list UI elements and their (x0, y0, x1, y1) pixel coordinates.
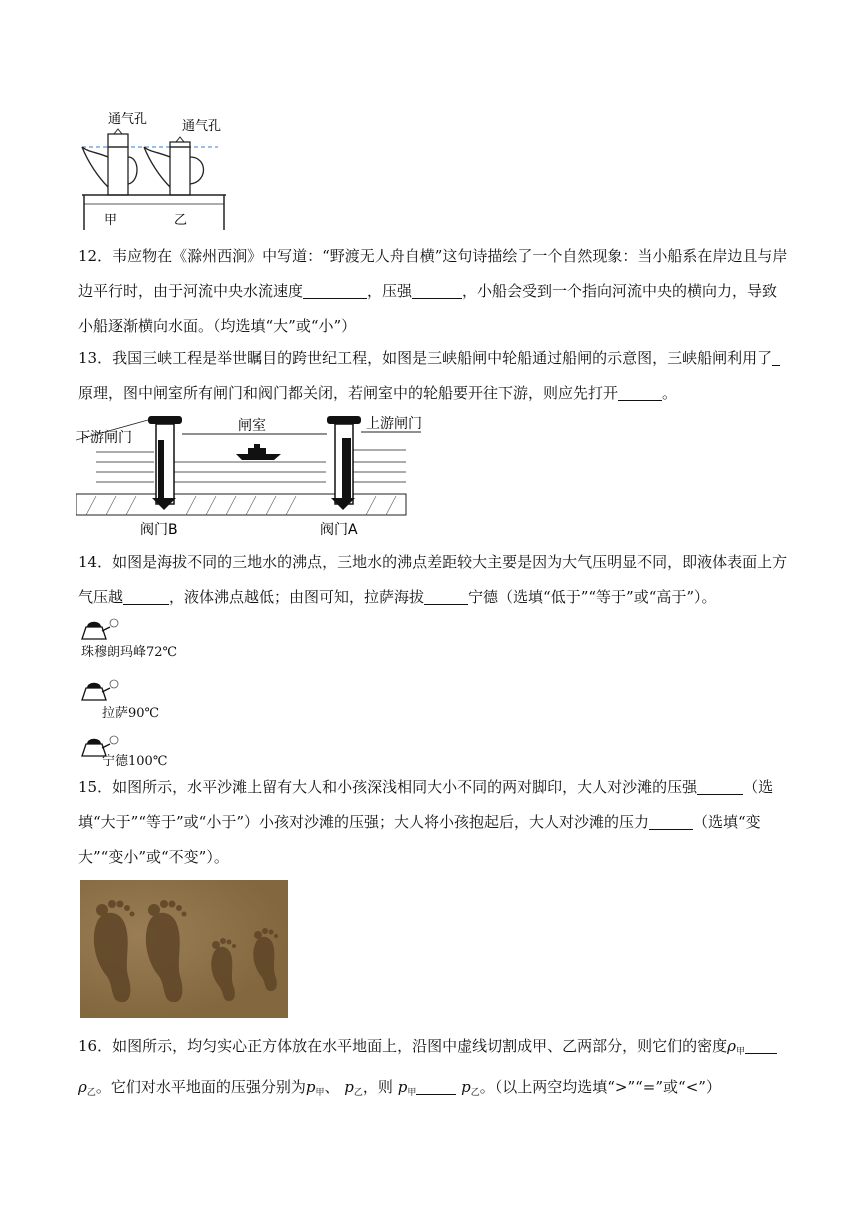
question-number: 16． (78, 1037, 113, 1055)
label-jia: 甲 (104, 213, 118, 228)
question-number: 13． (78, 349, 113, 367)
answer-blank[interactable] (424, 588, 468, 605)
boiling-point-label: 拉萨90℃ (102, 706, 160, 721)
footprints-image (80, 880, 288, 1018)
vent-label-right: 通气孔 (182, 119, 222, 134)
rho-symbol: ρ (727, 1037, 736, 1055)
vent-label-left: 通气孔 (108, 112, 148, 127)
downstream-gate-label: 下游闸门 (76, 430, 132, 446)
label-yi: 乙 (174, 213, 188, 228)
valve-b-label: 阀门B (140, 522, 178, 538)
answer-blank[interactable] (772, 349, 780, 366)
answer-blank[interactable] (649, 813, 693, 830)
question-13: 13．我国三峡工程是举世瞩目的跨世纪工程，如图是三峡船闸中轮船通过船闸的示意图，三峡船闸利用了原理，图中闸室所有闸门和阀门都关闭，若闸室中的轮船要开往下游，则应先打开 。 (78, 341, 788, 411)
boiling-point-label: 珠穆朗玛峰72℃ (81, 645, 178, 660)
answer-blank[interactable] (416, 1078, 456, 1095)
question-number: 12． (78, 247, 113, 265)
valve-a-label: 阀门A (320, 522, 358, 538)
answer-blank[interactable] (697, 778, 743, 795)
kettle-icon (78, 676, 122, 702)
question-12: 12．韦应物在《滁州西涧》中写道：“野渡无人舟自横”这句诗描绘了一个自然现象：当小船系在岸边且与岸边平行时，由于河流中央水流速度 ，压强 ，小船会受到一个指向河流中央的横向力，导致小船逐渐横向水面。（均选填“大”或“小”） (78, 247, 788, 335)
answer-blank[interactable] (123, 588, 169, 605)
boiling-point-item (78, 615, 178, 660)
connected-vessels-figure (78, 112, 238, 232)
rho-symbol: ρ (78, 1078, 87, 1096)
question-15: 15．如图所示，水平沙滩上留有大人和小孩深浅相同大小不同的两对脚印，大人对沙滩的压强 （选填“大于”“等于”或“小于”）小孩对沙滩的压强；大人将小孩抱起后，大人对沙滩的压力 （选填“变大”“变小”或“不变”）。 (78, 778, 774, 866)
upstream-gate-label: 上游闸门 (366, 416, 422, 432)
answer-blank[interactable] (303, 282, 367, 299)
boiling-point-item (78, 732, 168, 769)
question-14: 14．如图是海拔不同的三地水的沸点，三地水的沸点差距较大主要是因为大气压明显不同，即液体表面上方气压越 ，液体沸点越低；由图可知，拉萨海拔 宁德（选填“低于”“等于”或“高于”）。 (78, 553, 788, 606)
footprints-photo (80, 880, 288, 1018)
chamber-label: 闸室 (238, 418, 266, 434)
kettle-icon (78, 615, 122, 641)
answer-blank[interactable] (412, 282, 462, 299)
boiling-point-label: 宁德100℃ (102, 754, 168, 769)
question-number: 15． (78, 778, 113, 796)
ship-lock-figure (76, 410, 436, 540)
answer-blank[interactable] (745, 1037, 777, 1054)
question-16: 16．如图所示，均匀实心正方体放在水平地面上，沿图中虚线切割成甲、乙两部分，则它们的密度$\rho_甲$ $\rho_乙$。它们对水平地面的压强分别为$p_甲$、 $p_乙$，则 $p_甲$ $p_乙$。（以上两空均选填“>”“=”或“<”） (78, 1029, 788, 1111)
answer-blank[interactable] (618, 384, 662, 401)
question-number: 14． (78, 553, 113, 571)
boiling-point-item (78, 676, 160, 721)
